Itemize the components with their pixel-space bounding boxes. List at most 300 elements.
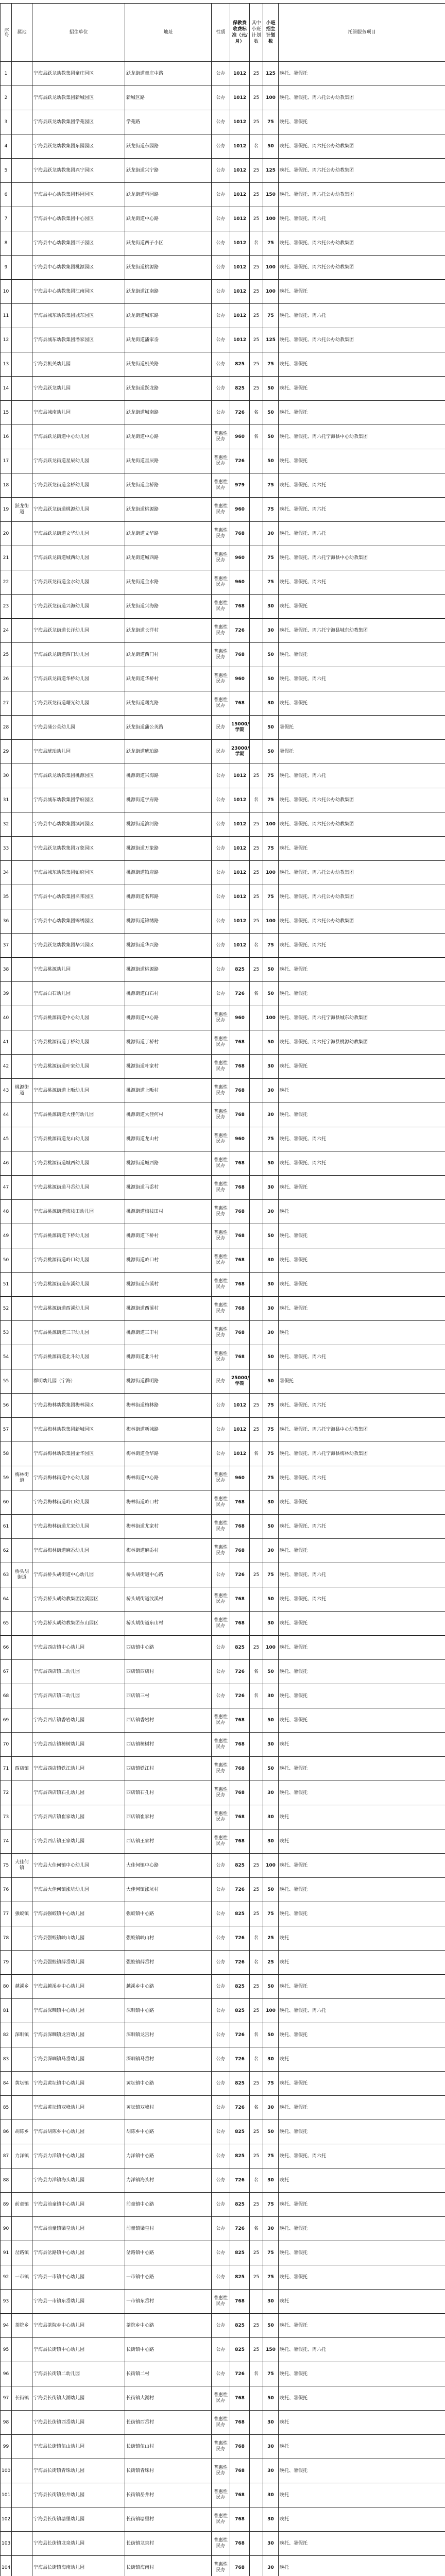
cell-unit: 宁海县跃龙街道星辰幼儿园 — [32, 449, 125, 473]
cell-enroll: 75 — [263, 764, 279, 788]
cell-enroll: 30 — [263, 1321, 279, 1345]
cell-address: 跃龙街道金水路 — [125, 570, 212, 595]
table-row — [1, 1321, 445, 1345]
cell-seq: 52 — [1, 1297, 12, 1321]
cell-enroll: 30 — [263, 2507, 279, 2532]
cell-area — [12, 595, 32, 619]
cell-address: 桃源街道名邦路 — [125, 885, 212, 909]
cell-cap — [250, 1200, 263, 1224]
cell-cap: 25 — [250, 2120, 263, 2144]
cell-service: 晚托、暑假托 — [279, 837, 445, 861]
cell-fee: 825 — [230, 2338, 250, 2362]
cell-nature: 普惠性民办 — [212, 1539, 230, 1563]
cell-service: 晚托、暑假托、周六托 — [279, 1563, 445, 1587]
cell-cap: 25 — [250, 328, 263, 352]
table-row — [1, 1030, 445, 1055]
cell-unit: 宁海县长街镇青珠幼儿园 — [32, 2459, 125, 2483]
cell-cap — [250, 2483, 263, 2507]
cell-address: 茶院乡中心路 — [125, 2314, 212, 2338]
cell-address: 跃龙街道潘家岙 — [125, 328, 212, 352]
cell-address: 黄坛镇双峰村 — [125, 2096, 212, 2120]
cell-enroll: 30 — [263, 1200, 279, 1224]
cell-enroll: 50 — [263, 1878, 279, 1902]
cell-cap: 25 — [250, 62, 263, 86]
cell-cap: 25 — [250, 812, 263, 837]
cell-area — [12, 1708, 32, 1733]
cell-unit: 宁海县跃龙街道桃源幼儿园 — [32, 498, 125, 522]
cell-service: 晚托、暑假托、周六托 — [279, 1999, 445, 2023]
table-row — [1, 449, 445, 473]
table-row — [1, 1587, 445, 1612]
cell-unit: 宁海县西店镇铁江幼儿园 — [32, 1757, 125, 1781]
cell-cap — [250, 449, 263, 473]
cell-fee: 1012 — [230, 134, 250, 159]
cell-enroll: 50 — [263, 1345, 279, 1369]
cell-cap: 名 — [250, 788, 263, 812]
cell-nature: 普惠性民办 — [212, 1612, 230, 1636]
cell-service: 晚托、暑假托、周六托宁海县中心幼教集团 — [279, 425, 445, 449]
cell-enroll: 50 — [263, 1515, 279, 1539]
table-row — [1, 2096, 445, 2120]
cell-unit: 宁海县跃龙街道华桥幼儿园 — [32, 667, 125, 691]
cell-seq: 41 — [1, 1030, 12, 1055]
cell-seq: 40 — [1, 1006, 12, 1030]
cell-area — [12, 256, 32, 280]
cell-enroll: 50 — [263, 449, 279, 473]
cell-address: 跃龙街道城东路 — [125, 304, 212, 328]
cell-enroll: 75 — [263, 2193, 279, 2217]
cell-enroll: 50 — [263, 643, 279, 667]
cell-unit: 宁海县桃源街道大佳何幼儿园 — [32, 1103, 125, 1127]
cell-enroll: 30 — [263, 1684, 279, 1708]
cell-fee: 15000/学期 — [230, 716, 250, 740]
cell-enroll: 30 — [263, 2435, 279, 2459]
cell-service: 暑假托 — [279, 740, 445, 764]
table-row — [1, 110, 445, 134]
cell-enroll: 75 — [263, 570, 279, 595]
cell-service: 晚托、暑假托、周六托 — [279, 2144, 445, 2168]
cell-nature: 公办 — [212, 1951, 230, 1975]
cell-unit: 宁海县长街镇岳井幼儿园 — [32, 2483, 125, 2507]
cell-address: 跃龙街道星辰路 — [125, 449, 212, 473]
cell-area — [12, 2435, 32, 2459]
table-row — [1, 1781, 445, 1805]
cell-service: 晚托 — [279, 2483, 445, 2507]
cell-seq: 37 — [1, 934, 12, 958]
header-small-class-capacity: 其中小班计划数 — [250, 4, 263, 62]
cell-enroll: 150 — [263, 2338, 279, 2362]
cell-address: 长街镇中心路 — [125, 2338, 212, 2362]
cell-service: 晚托、暑假托、周六托 — [279, 1466, 445, 1490]
cell-fee: 768 — [230, 1224, 250, 1248]
cell-nature: 公办 — [212, 1902, 230, 1926]
cell-seq: 104 — [1, 2556, 12, 2576]
cell-enroll: 50 — [263, 1708, 279, 1733]
cell-enroll: 30 — [263, 2411, 279, 2435]
cell-nature: 公办 — [212, 1563, 230, 1587]
cell-address: 桃源街道华兴路 — [125, 934, 212, 958]
cell-fee: 1012 — [230, 86, 250, 110]
cell-service: 晚托、暑假托、周六托公办幼教集团 — [279, 134, 445, 159]
cell-service: 晚托、暑假托、周六托 — [279, 1394, 445, 1418]
cell-seq: 97 — [1, 2386, 12, 2411]
cell-address: 跃龙街道兴海路 — [125, 595, 212, 619]
cell-nature: 公办 — [212, 401, 230, 425]
cell-cap: 25 — [250, 110, 263, 134]
cell-unit: 宁海县长街镇伍山幼儿园 — [32, 2435, 125, 2459]
cell-enroll: 50 — [263, 2314, 279, 2338]
cell-nature: 公办 — [212, 1394, 230, 1418]
cell-seq: 13 — [1, 352, 12, 377]
cell-seq: 38 — [1, 958, 12, 982]
cell-seq: 71 — [1, 1757, 12, 1781]
cell-cap: 25 — [250, 958, 263, 982]
cell-cap — [250, 2435, 263, 2459]
cell-nature: 民办 — [212, 1369, 230, 1394]
cell-area — [12, 1733, 32, 1757]
cell-unit: 宁海县桃源街道叶家幼儿园 — [32, 1055, 125, 1079]
cell-seq: 7 — [1, 207, 12, 231]
cell-seq: 22 — [1, 570, 12, 595]
cell-area — [12, 837, 32, 861]
cell-unit: 宁海县越溪乡中心幼儿园 — [32, 1975, 125, 1999]
cell-cap — [250, 1829, 263, 1854]
cell-fee: 726 — [230, 619, 250, 643]
table-row — [1, 1248, 445, 1273]
cell-address: 桥头胡街道中心路 — [125, 1563, 212, 1587]
cell-cap — [250, 643, 263, 667]
cell-nature: 公办 — [212, 1878, 230, 1902]
table-row — [1, 1708, 445, 1733]
table-row — [1, 1200, 445, 1224]
cell-nature: 普惠性民办 — [212, 2459, 230, 2483]
cell-address: 长街镇伍山村 — [125, 2435, 212, 2459]
cell-nature: 公办 — [212, 86, 230, 110]
cell-nature: 普惠性民办 — [212, 1345, 230, 1369]
cell-area — [12, 570, 32, 595]
cell-unit: 宁海县桥头胡街道中心幼儿园 — [32, 1563, 125, 1587]
cell-area: 一市镇 — [12, 2265, 32, 2290]
table-row — [1, 764, 445, 788]
cell-cap: 名 — [250, 1926, 263, 1951]
cell-service: 晚托、暑假托、周六托 — [279, 522, 445, 546]
cell-nature: 民办 — [212, 740, 230, 764]
cell-address: 桃源街道三丰村 — [125, 1321, 212, 1345]
cell-nature: 公办 — [212, 982, 230, 1006]
cell-cap — [250, 1345, 263, 1369]
cell-fee: 960 — [230, 425, 250, 449]
cell-enroll: 30 — [263, 1490, 279, 1515]
cell-nature: 普惠性民办 — [212, 1757, 230, 1781]
cell-service: 晚托、暑假托 — [279, 2459, 445, 2483]
cell-service: 晚托、暑假托、周六托 — [279, 1345, 445, 1369]
cell-service: 晚托、暑假托 — [279, 2386, 445, 2411]
cell-service: 晚托、暑假托、周六托公办幼教集团 — [279, 159, 445, 183]
cell-nature: 公办 — [212, 861, 230, 885]
cell-service: 晚托、暑假托、周六托 — [279, 934, 445, 958]
cell-service: 晚托、暑假托 — [279, 1708, 445, 1733]
cell-fee: 1012 — [230, 861, 250, 885]
cell-area — [12, 2290, 32, 2314]
cell-seq: 32 — [1, 812, 12, 837]
cell-enroll: 50 — [263, 716, 279, 740]
table-row — [1, 788, 445, 812]
cell-enroll: 100 — [263, 1999, 279, 2023]
cell-enroll: 75 — [263, 1394, 279, 1418]
cell-fee: 768 — [230, 2507, 250, 2532]
cell-seq: 61 — [1, 1515, 12, 1539]
cell-address: 跃龙街道蒲公英路 — [125, 716, 212, 740]
cell-nature: 普惠性民办 — [212, 1733, 230, 1757]
cell-fee: 1012 — [230, 328, 250, 352]
cell-fee: 726 — [230, 1563, 250, 1587]
cell-address: 西店镇西店村 — [125, 1660, 212, 1684]
cell-seq: 66 — [1, 1636, 12, 1660]
cell-address: 深甽镇马岙村 — [125, 2047, 212, 2072]
cell-address: 力洋镇海头村 — [125, 2168, 212, 2193]
cell-cap: 25 — [250, 2265, 263, 2290]
cell-fee: 768 — [230, 1539, 250, 1563]
cell-enroll: 30 — [263, 1273, 279, 1297]
cell-nature: 普惠性民办 — [212, 1176, 230, 1200]
cell-seq: 4 — [1, 134, 12, 159]
cell-fee: 768 — [230, 1781, 250, 1805]
cell-area: 胡陈乡 — [12, 2120, 32, 2144]
cell-unit: 宁海县中心幼教集团滨河园区 — [32, 812, 125, 837]
cell-area — [12, 716, 32, 740]
cell-seq: 84 — [1, 2072, 12, 2096]
cell-fee: 825 — [230, 1902, 250, 1926]
cell-unit: 宁海县桃源街道丁桥幼儿园 — [32, 1030, 125, 1055]
cell-cap — [250, 1466, 263, 1490]
cell-seq: 58 — [1, 1442, 12, 1466]
cell-address: 跃龙街道长洋村 — [125, 619, 212, 643]
cell-unit: 宁海县跃龙街道中心幼儿园 — [32, 425, 125, 449]
cell-nature: 普惠性民办 — [212, 1708, 230, 1733]
table-row — [1, 1006, 445, 1030]
cell-area: 跃龙街道 — [12, 498, 32, 522]
cell-service: 晚托、暑假托 — [279, 1660, 445, 1684]
cell-enroll: 25 — [263, 1926, 279, 1951]
cell-address: 桃源街道马岙村 — [125, 1176, 212, 1200]
cell-unit: 宁海县长街镇龙泉幼儿园 — [32, 2532, 125, 2556]
table-row — [1, 2144, 445, 2168]
cell-service: 晚托、暑假托 — [279, 1539, 445, 1563]
enrollment-table-container — [0, 3, 445, 2576]
cell-enroll: 50 — [263, 1030, 279, 1055]
cell-cap — [250, 1127, 263, 1151]
table-row — [1, 1805, 445, 1829]
cell-address: 西店镇崔家村 — [125, 1805, 212, 1829]
cell-seq: 16 — [1, 425, 12, 449]
cell-unit: 宁海县深甽镇龙宫幼儿园 — [32, 2023, 125, 2047]
cell-unit: 宁海县桃源街道下桥幼儿园 — [32, 1224, 125, 1248]
cell-enroll: 150 — [263, 183, 279, 207]
cell-address: 桃源街道锦绣路 — [125, 909, 212, 934]
cell-enroll: 75 — [263, 2144, 279, 2168]
cell-service: 晚托、暑假托、周六托宁海县城东幼教集团 — [279, 619, 445, 643]
cell-area — [12, 231, 32, 256]
cell-unit: 宁海县大佳何镇涨坑幼儿园 — [32, 1878, 125, 1902]
cell-nature: 公办 — [212, 134, 230, 159]
cell-nature: 公办 — [212, 304, 230, 328]
cell-enroll: 125 — [263, 328, 279, 352]
cell-fee: 768 — [230, 1490, 250, 1515]
cell-area: 强蛟镇 — [12, 1902, 32, 1926]
table-row — [1, 1466, 445, 1490]
cell-area: 西店镇 — [12, 1757, 32, 1781]
cell-service: 晚托、暑假托 — [279, 1854, 445, 1878]
cell-enroll: 50 — [263, 1975, 279, 1999]
cell-address: 强蛟镇峡山村 — [125, 1926, 212, 1951]
cell-service: 晚托、暑假托 — [279, 2096, 445, 2120]
cell-fee: 825 — [230, 2120, 250, 2144]
cell-cap — [250, 595, 263, 619]
table-row — [1, 595, 445, 619]
cell-nature: 公办 — [212, 110, 230, 134]
cell-service: 晚托、暑假托、周六托宁海县中心幼教集团 — [279, 546, 445, 570]
cell-enroll: 50 — [263, 1369, 279, 1394]
cell-address: 桥头胡街道汶溪村 — [125, 1587, 212, 1612]
cell-enroll: 100 — [263, 1006, 279, 1030]
cell-service: 晚托、暑假托、周六托 — [279, 1587, 445, 1612]
cell-seq: 33 — [1, 837, 12, 861]
cell-address: 桃源街道万象路 — [125, 837, 212, 861]
cell-fee: 726 — [230, 1660, 250, 1684]
cell-service: 晚托 — [279, 1951, 445, 1975]
cell-fee: 768 — [230, 2532, 250, 2556]
cell-address: 大佳何镇中心路 — [125, 1854, 212, 1878]
cell-area — [12, 183, 32, 207]
cell-cap: 25 — [250, 2338, 263, 2362]
cell-nature: 公办 — [212, 2338, 230, 2362]
cell-service: 晚托、暑假托、周六托 — [279, 498, 445, 522]
cell-unit: 宁海县蒲公英幼儿园 — [32, 716, 125, 740]
cell-enroll: 30 — [263, 1079, 279, 1103]
cell-seq: 69 — [1, 1708, 12, 1733]
cell-unit: 宁海县跃龙幼教集团万象园区 — [32, 837, 125, 861]
cell-service: 晚托、暑假托、周六托公办幼教集团 — [279, 328, 445, 352]
cell-address: 桃源街道上畈村 — [125, 1079, 212, 1103]
cell-unit: 宁海县中心幼教集团名邦园区 — [32, 885, 125, 909]
cell-fee: 1012 — [230, 110, 250, 134]
cell-service: 暑假托 — [279, 1369, 445, 1394]
cell-nature: 普惠性民办 — [212, 1781, 230, 1805]
cell-service: 晚托、暑假托、周六托 — [279, 1515, 445, 1539]
cell-unit: 宁海县桃源街道东溪幼儿园 — [32, 1273, 125, 1297]
cell-area — [12, 1345, 32, 1369]
cell-area — [12, 328, 32, 352]
table-row — [1, 740, 445, 764]
cell-address: 桃源街道兴海路 — [125, 764, 212, 788]
cell-nature: 公办 — [212, 2314, 230, 2338]
table-row — [1, 1079, 445, 1103]
cell-address: 前童镇中心路 — [125, 2193, 212, 2217]
cell-nature: 普惠性民办 — [212, 1515, 230, 1539]
cell-cap — [250, 716, 263, 740]
cell-service: 晚托、暑假托、周六托 — [279, 473, 445, 498]
cell-seq: 18 — [1, 473, 12, 498]
cell-area: 梅林街道 — [12, 1466, 32, 1490]
cell-enroll: 30 — [263, 2483, 279, 2507]
cell-service: 晚托 — [279, 2435, 445, 2459]
cell-nature: 公办 — [212, 183, 230, 207]
cell-cap: 25 — [250, 352, 263, 377]
cell-cap — [250, 2411, 263, 2435]
cell-area — [12, 522, 32, 546]
cell-area: 茶院乡 — [12, 2314, 32, 2338]
table-row — [1, 1926, 445, 1951]
cell-enroll: 75 — [263, 2265, 279, 2290]
cell-address: 西店镇香岩村 — [125, 1708, 212, 1733]
cell-unit: 宁海县力洋镇中心幼儿园 — [32, 2144, 125, 2168]
cell-area: 岔路镇 — [12, 2241, 32, 2265]
cell-area: 越溪乡 — [12, 1975, 32, 1999]
cell-nature: 公办 — [212, 2023, 230, 2047]
cell-service: 晚托、暑假托 — [279, 1248, 445, 1273]
cell-area — [12, 304, 32, 328]
cell-cap — [250, 546, 263, 570]
cell-area — [12, 1636, 32, 1660]
table-row — [1, 619, 445, 643]
table-row — [1, 1902, 445, 1926]
cell-area — [12, 909, 32, 934]
cell-unit: 宁海县跃龙幼教集团桃源园区 — [32, 764, 125, 788]
cell-seq: 93 — [1, 2290, 12, 2314]
cell-cap: 25 — [250, 304, 263, 328]
cell-service: 晚托、暑假托、周六托公办幼教集团 — [279, 183, 445, 207]
cell-unit: 宁海县跃龙街道文华幼儿园 — [32, 522, 125, 546]
cell-service: 晚托、暑假托、周六托公办幼教集团 — [279, 909, 445, 934]
cell-unit: 宁海县白石幼儿园 — [32, 982, 125, 1006]
table-row — [1, 2265, 445, 2290]
cell-fee: 768 — [230, 2411, 250, 2435]
cell-unit: 宁海县桃源街道中心幼儿园 — [32, 1006, 125, 1030]
cell-fee: 1012 — [230, 1418, 250, 1442]
cell-area — [12, 1684, 32, 1708]
cell-nature: 公办 — [212, 1975, 230, 1999]
header-small-class-enroll: 小班招生计划数 — [263, 4, 279, 62]
cell-fee: 768 — [230, 1079, 250, 1103]
cell-service: 晚托、暑假托 — [279, 1490, 445, 1515]
cell-fee: 825 — [230, 352, 250, 377]
cell-unit: 宁海县力洋镇海头幼儿园 — [32, 2168, 125, 2193]
cell-unit: 宁海县跃龙街道金水幼儿园 — [32, 570, 125, 595]
cell-unit: 宁海县跃龙幼教集团童庄园区 — [32, 62, 125, 86]
cell-nature: 公办 — [212, 958, 230, 982]
cell-cap — [250, 1030, 263, 1055]
table-row — [1, 207, 445, 231]
cell-unit: 宁海县中心幼教集团江南园区 — [32, 280, 125, 304]
cell-enroll: 75 — [263, 1418, 279, 1442]
cell-cap: 名 — [250, 1660, 263, 1684]
cell-seq: 46 — [1, 1151, 12, 1176]
cell-service: 晚托、暑假托、周六托宁海县桃源幼教集团 — [279, 1030, 445, 1055]
cell-nature: 公办 — [212, 2362, 230, 2386]
table-row — [1, 377, 445, 401]
cell-service: 晚托、暑假托、周六托 — [279, 1127, 445, 1151]
cell-enroll: 50 — [263, 1224, 279, 1248]
cell-area — [12, 619, 32, 643]
cell-nature: 公办 — [212, 377, 230, 401]
cell-seq: 10 — [1, 280, 12, 304]
cell-seq: 75 — [1, 1854, 12, 1878]
cell-service: 晚托、暑假托 — [279, 1757, 445, 1781]
cell-fee: 825 — [230, 2072, 250, 2096]
cell-unit: 宁海县跃龙街道金桥幼儿园 — [32, 473, 125, 498]
table-row — [1, 473, 445, 498]
cell-enroll: 30 — [263, 1055, 279, 1079]
